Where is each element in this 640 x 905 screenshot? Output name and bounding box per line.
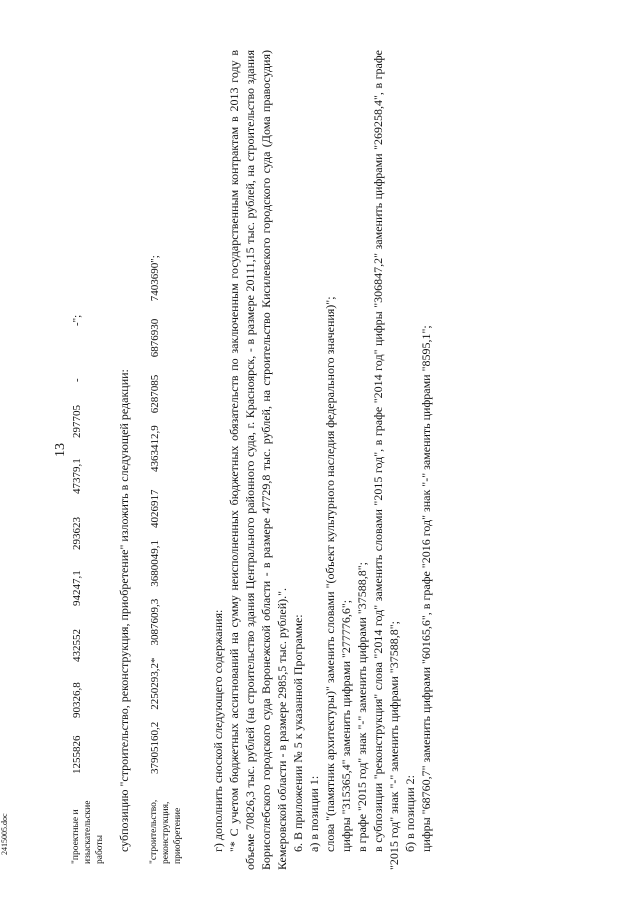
subposition-text: субпозицию "строительство, реконструкция, приобретение" изложить в следующей редакции: bbox=[117, 369, 131, 852]
document-body bbox=[70, 50, 434, 870]
paragraph: г) дополнить сноской следующего содержания: bbox=[211, 609, 225, 852]
paragraph: 6. В приложении № 5 к указанной Программе: bbox=[291, 614, 305, 852]
row-value: -"; bbox=[71, 314, 83, 326]
paragraph: цифры "315365,4" заменить цифрами "277776,6"; bbox=[339, 599, 353, 852]
row-value: 293623 bbox=[71, 517, 83, 550]
table-row bbox=[148, 50, 184, 870]
row-value: 4363412,9 bbox=[149, 425, 161, 472]
document-id: 2415005.doc bbox=[0, 813, 9, 855]
paragraph: а) в позиции 1: bbox=[307, 775, 321, 852]
page-number: 13 bbox=[53, 443, 68, 457]
row-value: 37905160,2 bbox=[149, 721, 161, 774]
row-value: 6876930 bbox=[149, 318, 161, 358]
table-row bbox=[70, 50, 106, 870]
row-value: 90326,8 bbox=[71, 682, 83, 718]
row-value: 4026917 bbox=[149, 489, 161, 528]
row-value: 3087609,3 bbox=[149, 598, 161, 646]
row-value: 94247,1 bbox=[71, 570, 83, 606]
row-value: 3680049,1 bbox=[149, 540, 161, 587]
paragraph: б) в позиции 2: bbox=[403, 775, 417, 852]
row-value: 6287085 bbox=[149, 374, 161, 414]
row-value: - bbox=[71, 378, 83, 382]
row-label: "проектные и изыскательские работы bbox=[71, 800, 105, 864]
row-value: 47379,1 bbox=[71, 458, 83, 494]
row-value: 297705 bbox=[71, 405, 83, 438]
paragraph: слова "(памятник архитектуры)" заменить словами "(объект культурного наследия федерального значения)"; bbox=[323, 296, 337, 852]
row-value: 1255826 bbox=[71, 735, 83, 774]
row-value: 432552 bbox=[71, 629, 83, 662]
row-value: 7403690"; bbox=[149, 255, 161, 302]
footnote-text: "* С учетом бюджетных ассигнований на сумму неисполненных бюджетных обязательств по заключенным государственным контрактам в 2013 году в объеме 70826,3 тыс. рублей (на строительство здания Центрального районного суда, г. Красноярск, - в размере 20111,15 тыс. рублей, на строительство здания Борисоглебского городского суда Воронежской области - в размере 47729,8 тыс. рублей, на строительство Кисилевского городского суда (Дома правосудия) Кемеровской области - в размере 2985,5 тыс. рублей).". bbox=[227, 50, 289, 870]
paragraph: цифры "68760,7" заменить цифрами "60165,6", в графе "2016 год" знак "-" заменить цифрами "8595,1"; bbox=[419, 325, 433, 852]
row-value: 2250293,2* bbox=[149, 657, 161, 710]
paragraph: в графе "2015 год" знак "-" заменить цифрами "37588,8"; bbox=[355, 562, 369, 852]
row-label: "строительство, реконструкция, приобретение bbox=[149, 799, 183, 864]
paragraph: в субпозиции "реконструкция" слова "2014 год" заменить словами "2015 год", в графе "2014 год" цифры "306847,2" заменить цифрами "269258,4", в графе "2015 год" знак "-" заменить цифрами "37588,8"; bbox=[371, 50, 401, 870]
